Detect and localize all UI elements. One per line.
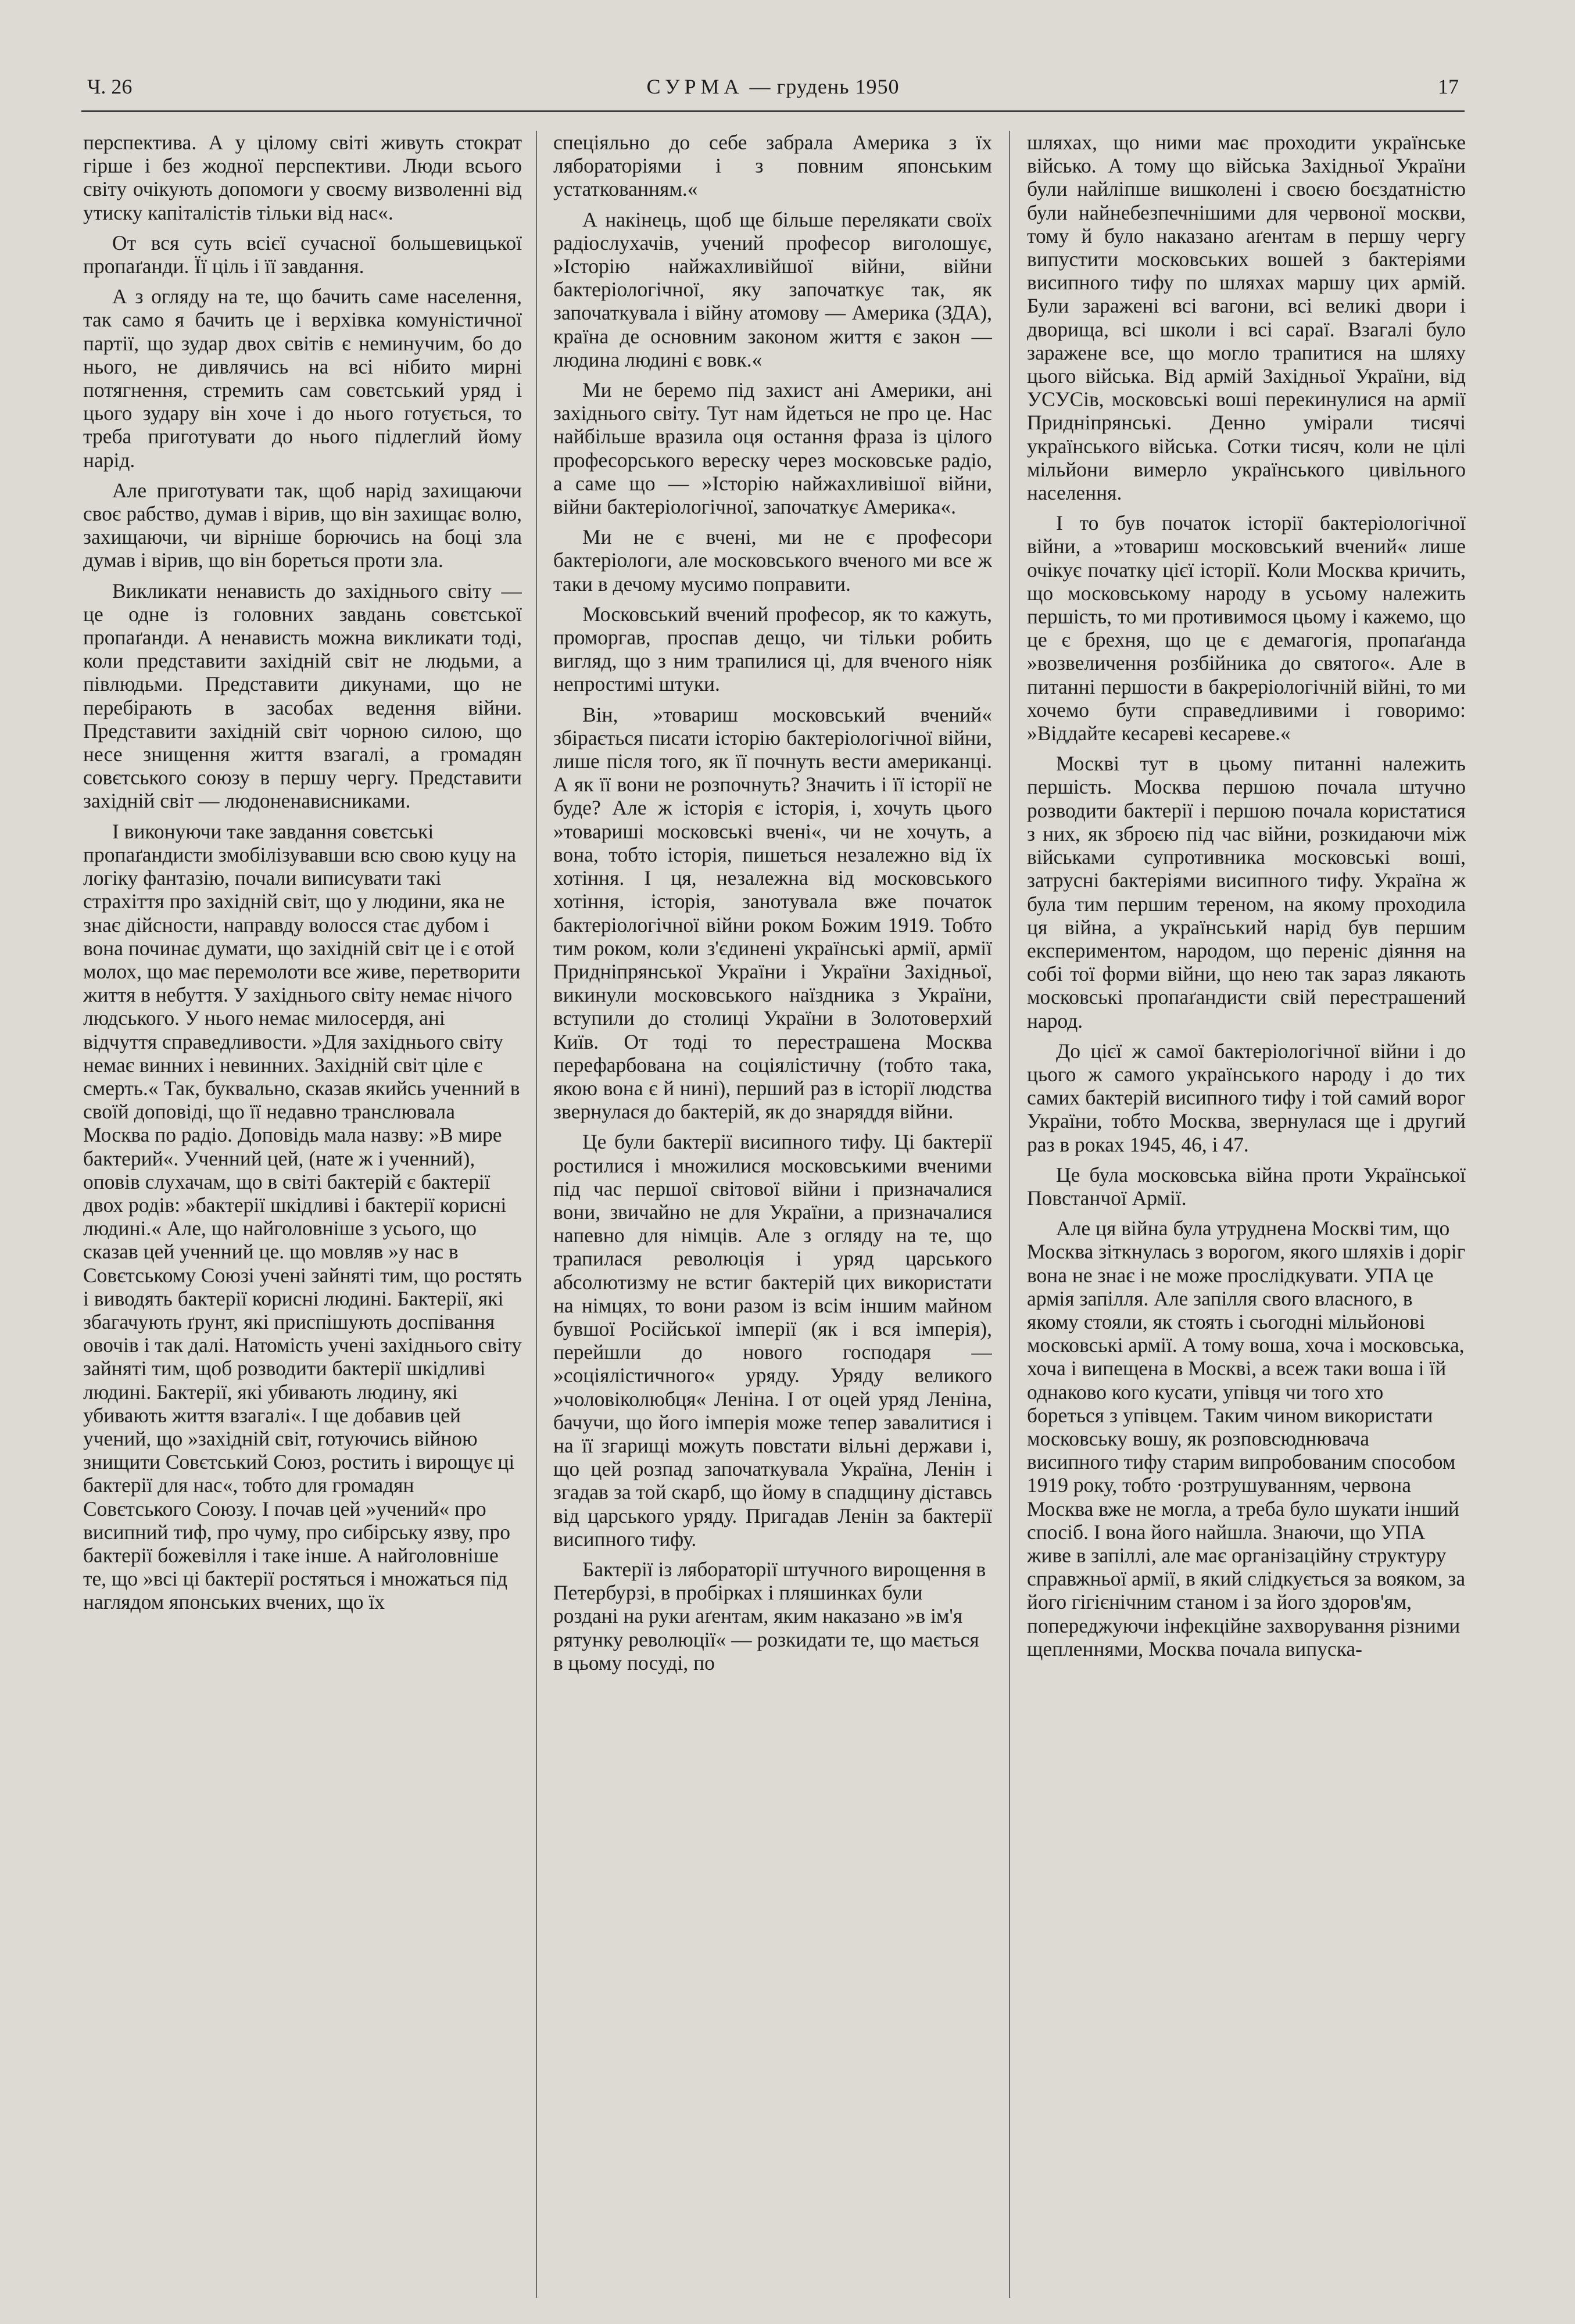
column-separator (536, 131, 537, 2298)
masthead (87, 74, 1459, 99)
paragraph: Це була московська війна проти Української Повстанчої Армії. (1027, 1163, 1466, 1210)
article-column-3 (1027, 131, 1466, 2304)
column-separator (1009, 131, 1010, 2298)
paragraph: А накінець, щоб ще більше перелякати своїх радіослухачів, учений професор виголошує, »Історію найжахливійшої війни, війни бактеріологічної, яку започаткує так, як започаткувала і війну атомову — Америка (ЗДА), країна де основним законом життя є закон — людина людині є вовк.« (553, 207, 992, 371)
paragraph: спеціяльно до себе забрала Америка з їх лябораторіями і з повним японським устаткованням.« (553, 131, 992, 201)
paragraph: перспектива. А у цілому світі живуть стократ гірше і без жодної перспективи. Люди всього світу очікують допомоги у своєму визволенні від утиску капіталістів тільки від нас«. (83, 131, 522, 224)
paragraph: Бактерії із лябораторії штучного вирощення в Петербурзі, в пробірках і пляшинках були роздані на руки аґентам, яким наказано »в ім'я рятунку революції« — розкидати те, що мається в цьому посуді, по (553, 1557, 986, 1674)
page-number: 17 (1438, 75, 1459, 98)
article-column-2 (553, 131, 992, 2304)
paragraph: Викликати ненависть до західнього світу — це одне із головних завдань совєтської пропаґанди. А ненависть можна викликати тоді, коли представити західній світ не людьми, а півлюдьми. Представити дикунами, що не перебірають в засобах ведення війни. Представити західній світ чорною силою, що несе знищення життя взагалі, а громадян совєтського союзу в першу чергу. Представити західній світ — людоненависниками. (83, 579, 522, 813)
paragraph: Це були бактерії висипного тифу. Ці бактерії ростилися і множилися московськими вченими під час першої світової війни і призначалися вони, звичайно не для України, а призначалися напевно для німців. Але з огляду на те, що трапилася революція і уряд царського абсолютизму не встиг бактерій цих використати на німцях, то вони разом із всім іншим майном бувшої Російської імперії (як і вся імперія), перейшли до нового господаря — »соціялістичного« уряду. Уряду великого »чоловіколюбця« Леніна. І от оцей уряд Леніна, бачучи, що його імперія може тепер завалитися і на її згарищі можуть повстати вільні держави і, що цей розпад започаткувала Україна, Ленін і згадав за той скарб, що йому в спадщину діставсь від царського уряду. Пригадав Ленін за бактерії висипного тифу. (553, 1130, 992, 1551)
article-column-1 (83, 131, 522, 2304)
paragraph: А з огляду на те, що бачить саме населення, так само я бачить це і верхівка комуністичної партії, що зудар двох світів є неминучим, бо до нього, не дивлячись на всі нібито мирні потягнення, стремить сам совєтський уряд і цього зудару він хоче і до нього готується, то треба приготувати до нього підлеглий йому нарід. (83, 285, 522, 472)
paragraph: Він, »товариш московський вчений« збірається писати історію бактеріологічної війни, лише після того, як її почнуть вести американці. А як її вони не розпочнуть? Значить і її історії не буде? Але ж історія є історія, і, хочуть цього »товариші московські вчені«, чи не хочуть, а вона, тобто історія, пишеться незалежно від їх хотіння. І ця, незалежна від московського хотіння, історія, занотувала вже початок бактеріологічної війни роком Божим 1919. Тобто тим роком, коли з'єдинені українські армії, армії Придніпрянської України і України Західньої, викинули московського наїздника з України, вступили до столиці України в Золотоверхий Київ. От тоді то перестрашена Москва перефарбована на соціялістичну (тобто така, якою вона є й нині), перший раз в історії людства звернулася до бактерій, як до знаряддя війни. (553, 702, 992, 1124)
paragraph: шляхах, що ними має проходити українське військо. А тому що війська Західньої України були найліпше вишколені і своєю боєздатністю були найнебезпечнішими для червоної москви, тому й було наказано аґентам в першу чергу випустити московських вошей з бактеріями висипного тифу по шляхах маршу цих армій. Були заражені всі вагони, всі великі двори і дворища, всі школи і всі сараї. Взагалі було заражене все, що могло трапитися на шляху цього війська. Від армій Західньої України, від УСУСів, московські воші перекинулися на армії Придніпрянські. Денно умірали тисячі українського війська. Сотки тисяч, коли не цілі мільйони вимерло українського цивільного населення. (1027, 131, 1466, 505)
header-rule (81, 110, 1465, 112)
issue-date: — грудень 1950 (743, 75, 900, 98)
paragraph: І виконуючи таке завдання совєтські пропаґандисти змобілізувавши всю свою куцу на логіку фантазію, почали виписувати такі страхіття про західній світ, що у людини, яка не знає дійсности, направду волосся стає дубом і вона починає думати, що західній світ це і є отой молох, що має перемолоти все живе, перетворити життя в небуття. У західнього світу немає нічого людського. У нього немає милосердя, ані відчуття справедливости. »Для західнього світу немає винних і невинних. Західній світ ціле є смерть.« Так, буквально, сказав якийсь ученний в своїй доповіді, що її недавно транслювала Москва по радіо. Доповідь мала назву: »В мире бактерий«. Ученний цей, (нате ж і ученний), оповів слухачам, що в світі бактерій є бактерії двох родів: »бактерії шкідливі і бактерії корисні людині.« Але, що найголовніше з усього, що сказав цей ученний це. що мовляв »у нас в Совєтському Союзі учені зайняті тим, що ростять і виводять бактерії корисні людині. Бактерії, які збагачують ґрунт, які приспішують доспівання овочів і так далі. Натомість учені західнього світу зайняті тим, щоб розводити бактерії шкідливі людині. Бактерії, які убивають людину, які убивають життя взагалі«. І ще добавив цей учений, що »західній світ, готуючись війною знищити Совєтський Союз, ростить і вирощує ці бактерії для нас«, тобто для громадян Совєтського Союзу. І почав цей »учений« про висипний тиф, про чуму, про сибірську язву, про бактерії божевілля і таке інше. А найголовніше те, що »всі ці бактерії ростяться і множаться під наглядом японських вчених, що їх (83, 819, 522, 1614)
paragraph: Але ця війна була утруднена Москві тим, що Москва зіткнулась з ворогом, якого шляхів і доріг вона не знає і не може прослідкувати. УПА це армія запілля. Але запілля свого власного, в якому стояли, як стоять і сьогодні мільйонові московські армії. А тому воша, хоча і московська, хоча і випещена в Москві, а всеж таки воша і їй однаково кого кусати, упівця чи того хто бореться з упівцем. Таким чином використати московську вошу, як розповсюднювача висипного тифу старим випробованим способом 1919 року, тобто ·розтрушуванням, червона Москва вже не могла, а треба було шукати інший спосіб. І вона його найшла. Знаючи, що УПА живе в запіллі, але має організаційну структуру справжньої армії, в який слідкується за вояком, за його гігієнічним станом і за його здоров'ям, попереджуючи інфекційне захворування різними щепленнями, Москва почала випуска- (1027, 1217, 1466, 1660)
paragraph: Ми не є вчені, ми не є професори бактеріологи, але московського вченого ми все ж таки в дечому мусимо поправити. (553, 525, 992, 596)
paragraph: Московський вчений професор, як то кажуть, проморгав, проспав дещо, чи тільки робить вигляд, що з ним трапилися ці, для вченого ніяк непростимі штуки. (553, 602, 992, 696)
paragraph: Москві тут в цьому питанні належить першість. Москва першою почала штучно розводити бактерії і першою почала користатися з них, як зброєю під час війни, розкидаючи між військами супротивника московські воші, затрусні бактеріями висипного тифу. Україна ж була тим першим тереном, на якому проходила ця війна, а український нарід був першим експериментом, народом, що переніс діяння на собі тої форми війни, що нею так зараз лякають московські пропаґандисти свій перестрашений народ. (1027, 752, 1466, 1032)
magazine-title: СУРМА (646, 75, 744, 98)
issue-number: Ч. 26 (87, 75, 133, 98)
running-head (87, 69, 1459, 109)
paragraph: До цієї ж самої бактеріологічної війни і до цього ж самого українського народу і до тих самих бактерій висипного тифу і той самий ворог України, тобто Москва, звернулася ще і другий раз в роках 1945, 46, і 47. (1027, 1039, 1466, 1156)
paragraph: Ми не беремо під захист ані Америки, ані західнього світу. Тут нам йдеться не про це. Нас найбільше вразила оця остання фраза із цілого професорського вереску через московське радіо, а саме що — »Історію найжахливішої війни, війни бактеріологічної, започаткує Америка«. (553, 378, 992, 519)
paragraph: От вся суть всієї сучасної большевицької пропаґанди. Її ціль і її завдання. (83, 231, 522, 278)
paragraph: І то був початок історії бактеріологічної війни, а »товариш московський вчений« лише очікує початку цієї історії. Коли Москва кричить, що московському народу в усьому належить першість, то ми противимося цьому і кажемо, що це є брехня, що це є демагогія, пропаґанда »возвеличення розбійника до святого«. Але в питанні першости в бакреріологічній війні, то ми хочемо бути справедливими і говоримо: »Віддайте кесареві кесареве.« (1027, 511, 1466, 745)
paragraph: Але приготувати так, щоб нарід захищаючи своє рабство, думав і вірив, що він захищає волю, захищаючи, чи вірніше борючись на боці зла думав і вірив, що він бореться проти зла. (83, 478, 522, 572)
